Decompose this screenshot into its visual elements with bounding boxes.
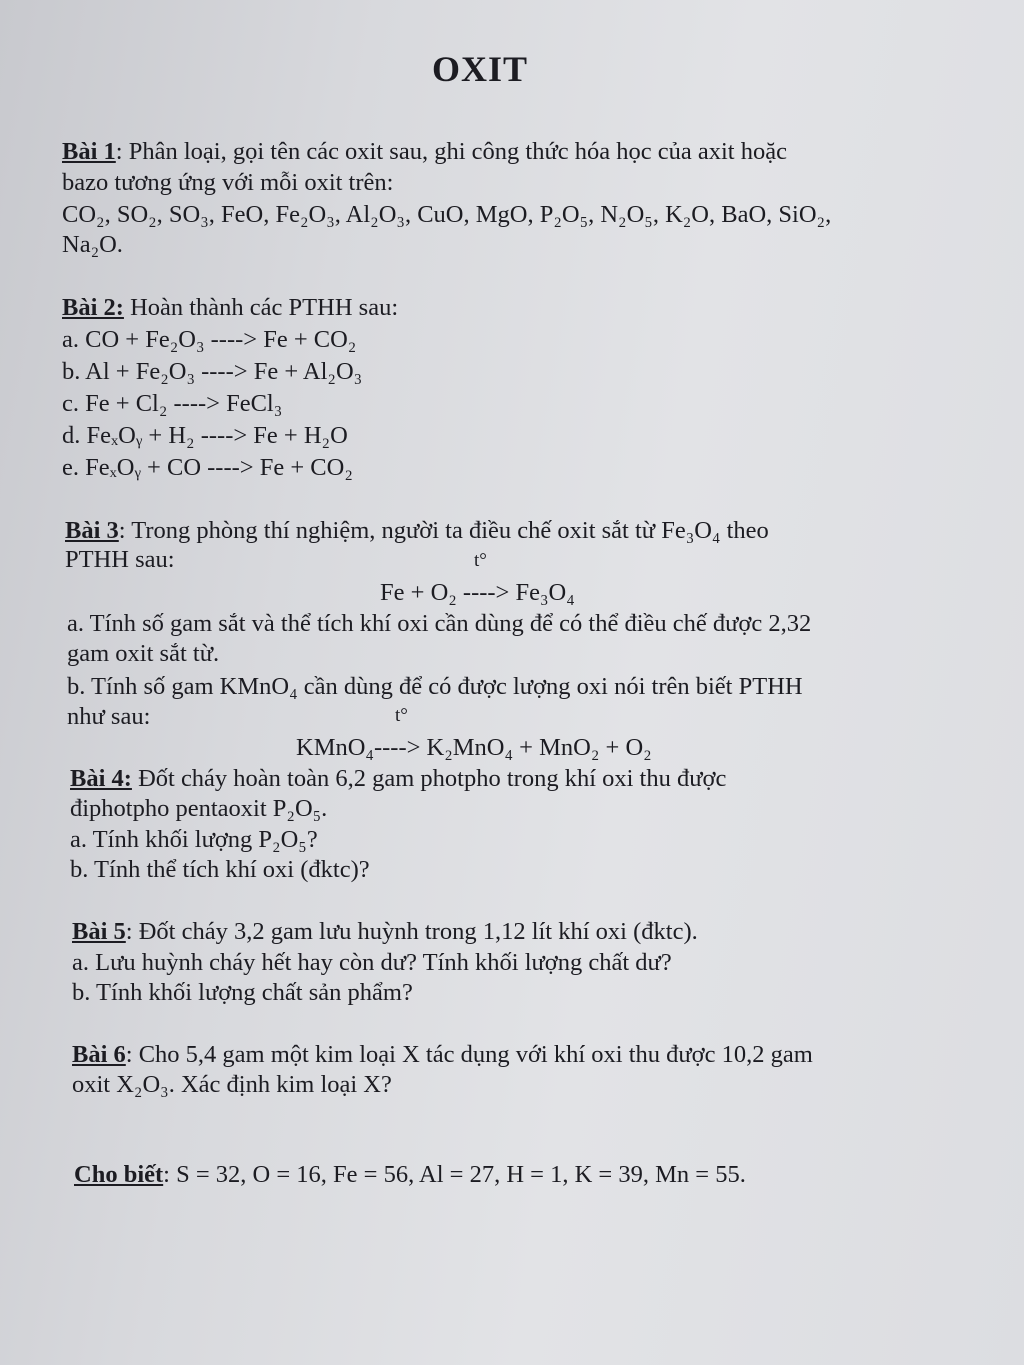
bai2-item-b: b. Al + Fe₂O₃ ----> Fe + Al₂O₃ <box>62 358 363 385</box>
bai1-line2: bazo tương ứng với mỗi oxit trên: <box>62 169 394 196</box>
bai2-label: Bài 2: <box>62 294 124 321</box>
bai3-part-a2: gam oxit sắt từ. <box>67 640 220 667</box>
bai4-part-b: b. Tính thể tích khí oxi (đktc)? <box>70 856 370 883</box>
chobiet-text: : S = 32, O = 16, Fe = 56, Al = 27, H = 1, K = 39, Mn = 55. <box>163 1161 746 1188</box>
bai3-part-b2: như sau: <box>67 703 151 730</box>
bai6-text1: : Cho 5,4 gam một kim loại X tác dụng với khí oxi thu được 10,2 gam <box>125 1041 813 1068</box>
bai2-text: Hoàn thành các PTHH sau: <box>123 294 399 321</box>
bai4-line2: điphotpho pentaoxit P₂O₅. <box>70 795 328 822</box>
bai1-formulas2: Na₂O. <box>62 231 123 258</box>
bai2-item-c: c. Fe + Cl₂ ----> FeCl₃ <box>62 390 283 417</box>
bai3-label: Bài 3 <box>65 517 119 544</box>
bai6-label: Bài 6 <box>72 1041 126 1068</box>
bai3-equation-2: KMnO₄----> K₂MnO₄ + MnO₂ + O₂ <box>296 734 652 761</box>
bai2-item-d: d. FeₓOᵧ + H₂ ----> Fe + H₂O <box>62 422 348 449</box>
bai1-line1 <box>62 137 787 167</box>
bai4-text1: Đốt cháy hoàn toàn 6,2 gam photpho trong khí oxi thu được <box>131 765 727 792</box>
bai4-line1 <box>70 764 726 794</box>
bai5-line1 <box>72 917 698 947</box>
bai4-part-a: a. Tính khối lượng P₂O₅? <box>70 826 318 853</box>
bai2-item-a: a. CO + Fe₂O₃ ----> Fe + CO₂ <box>62 326 357 353</box>
bai3-line1 <box>65 516 769 546</box>
page-title: OXIT <box>431 49 529 89</box>
bai3-text1: : Trong phòng thí nghiệm, người ta điều chế oxit sắt từ Fe₃O₄ theo <box>118 517 769 544</box>
bai6-line1 <box>72 1040 813 1070</box>
bai5-part-b: b. Tính khối lượng chất sản phẩm? <box>72 979 413 1006</box>
bai4-label: Bài 4: <box>70 765 132 792</box>
bai3-part-b1: b. Tính số gam KMnO₄ cần dùng để có được lượng oxi nói trên biết PTHH <box>67 673 803 700</box>
bai5-text1: : Đốt cháy 3,2 gam lưu huỳnh trong 1,12 lít khí oxi (đktc). <box>125 918 698 945</box>
chobiet-line <box>74 1160 746 1190</box>
bai1-formulas: CO₂, SO₂, SO₃, FeO, Fe₂O₃, Al₂O₃, CuO, MgO, P₂O₅, N₂O₅, K₂O, BaO, SiO₂, <box>62 201 832 228</box>
bai1-text1: : Phân loại, gọi tên các oxit sau, ghi công thức hóa học của axit hoặc <box>115 138 787 165</box>
bai3-condition-2: t° <box>395 705 408 726</box>
bai3-line2: PTHH sau: <box>65 546 175 573</box>
bai1-label: Bài 1 <box>62 138 116 165</box>
bai3-condition-1: t° <box>474 550 487 571</box>
chobiet-label: Cho biết <box>74 1161 164 1188</box>
bai5-label: Bài 5 <box>72 918 126 945</box>
bai2-heading <box>62 293 398 323</box>
bai3-equation-1: Fe + O₂ ----> Fe₃O₄ <box>380 579 575 606</box>
bai6-line2: oxit X₂O₃. Xác định kim loại X? <box>72 1071 392 1098</box>
bai2-item-e: e. FeₓOᵧ + CO ----> Fe + CO₂ <box>62 454 353 481</box>
bai5-part-a: a. Lưu huỳnh cháy hết hay còn dư? Tính khối lượng chất dư? <box>72 949 672 976</box>
bai3-part-a1: a. Tính số gam sắt và thể tích khí oxi cần dùng để có thể điều chế được 2,32 <box>67 610 812 637</box>
